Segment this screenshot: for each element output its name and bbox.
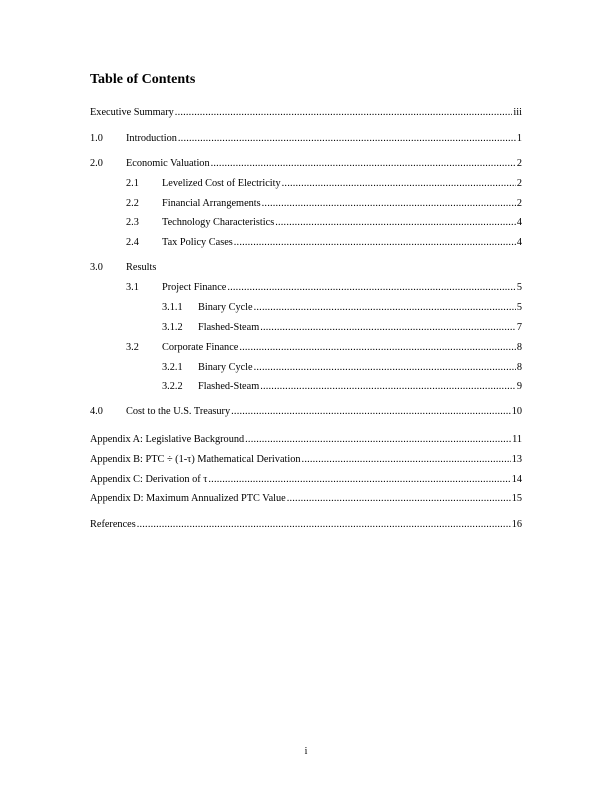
toc-entry-introduction[interactable] <box>90 132 522 146</box>
toc-leader <box>262 197 516 211</box>
toc-leader <box>245 433 511 447</box>
toc-leader <box>227 281 516 295</box>
toc-entry-pf-binary-cycle[interactable] <box>162 301 522 315</box>
toc-section-number: 3.2 <box>126 342 139 353</box>
toc-section-number: 3.2.1 <box>162 362 183 373</box>
toc-label: Project Finance <box>162 282 227 293</box>
toc-label: Binary Cycle <box>198 362 253 373</box>
toc-label: Introduction <box>126 133 177 144</box>
toc-section-number: 3.1.1 <box>162 302 183 313</box>
toc-section-number: 2.1 <box>126 178 139 189</box>
toc-section-number: 3.1.2 <box>162 322 183 333</box>
toc-leader <box>234 236 516 250</box>
toc-entry-tax-policy-cases[interactable] <box>126 236 522 250</box>
toc-leader <box>302 453 511 467</box>
toc-page-number: 15 <box>511 493 522 504</box>
toc-leader <box>254 301 516 315</box>
toc-entry-cost-to-treasury[interactable] <box>90 405 522 419</box>
toc-section-number: 2.3 <box>126 217 139 228</box>
toc-label: Appendix C: Derivation of τ <box>90 474 208 485</box>
toc-section-number: 2.4 <box>126 237 139 248</box>
toc-label: Economic Valuation <box>126 158 210 169</box>
toc-page-number: 9 <box>516 381 522 392</box>
toc-leader <box>260 380 516 394</box>
toc-page-number: 7 <box>516 322 522 333</box>
toc-label: Cost to the U.S. Treasury <box>126 406 231 417</box>
toc-leader <box>211 157 516 171</box>
toc-page-number: iii <box>513 107 522 118</box>
toc-entry-technology-characteristics[interactable] <box>126 216 522 230</box>
toc-section-number: 3.0 <box>90 262 103 273</box>
toc-section-number: 3.2.2 <box>162 381 183 392</box>
toc-page-number: 5 <box>516 282 522 293</box>
toc-page-number: 16 <box>511 519 522 530</box>
toc-label: Appendix B: PTC ÷ (1-τ) Mathematical Derivation <box>90 454 301 465</box>
toc-page-number: 2 <box>516 178 522 189</box>
toc-entry-levelized-cost[interactable] <box>126 177 522 191</box>
toc-entry-economic-valuation[interactable] <box>90 157 522 171</box>
toc-leader <box>275 216 516 230</box>
toc-page-number: 5 <box>516 302 522 313</box>
toc-entry-references[interactable] <box>90 518 522 532</box>
toc-entry-financial-arrangements[interactable] <box>126 197 522 211</box>
toc-label: Tax Policy Cases <box>162 237 233 248</box>
toc-entry-cf-binary-cycle[interactable] <box>162 361 522 375</box>
toc-leader <box>260 321 516 335</box>
toc-title: Table of Contents <box>90 72 196 87</box>
toc-entry-executive-summary[interactable] <box>90 106 522 120</box>
toc-leader <box>178 132 516 146</box>
toc-section-number: 1.0 <box>90 133 103 144</box>
toc-label: References <box>90 519 136 530</box>
toc-leader <box>239 341 516 355</box>
toc-page-number: 8 <box>516 342 522 353</box>
toc-page-number: 2 <box>516 198 522 209</box>
toc-page-number: 8 <box>516 362 522 373</box>
toc-page-number: 1 <box>516 133 522 144</box>
toc-section-number: 2.0 <box>90 158 103 169</box>
toc-label: Flashed-Steam <box>198 322 260 333</box>
toc-section-number: 2.2 <box>126 198 139 209</box>
toc-label: Results <box>126 262 157 273</box>
toc-entry-appendix-c[interactable] <box>90 473 522 487</box>
toc-entry-appendix-a[interactable] <box>90 433 522 447</box>
toc-leader <box>282 177 516 191</box>
toc-label: Executive Summary <box>90 107 174 118</box>
toc-leader <box>175 106 513 120</box>
toc-label: Binary Cycle <box>198 302 253 313</box>
toc-label: Corporate Finance <box>162 342 239 353</box>
toc-page-number: 11 <box>512 434 522 445</box>
toc-label: Levelized Cost of Electricity <box>162 178 281 189</box>
toc-label: Appendix A: Legislative Background <box>90 434 245 445</box>
page-number-footer: i <box>304 746 308 757</box>
toc-leader <box>231 405 511 419</box>
toc-leader <box>254 361 516 375</box>
toc-label: Flashed-Steam <box>198 381 260 392</box>
toc-entry-cf-flashed-steam[interactable] <box>162 380 522 394</box>
toc-page-number: 13 <box>511 454 522 465</box>
toc-leader <box>287 492 511 506</box>
toc-page-number: 4 <box>516 237 522 248</box>
toc-page-number: 14 <box>511 474 522 485</box>
toc-entry-appendix-d[interactable] <box>90 492 522 506</box>
toc-entry-appendix-b[interactable] <box>90 453 522 467</box>
toc-entry-corporate-finance[interactable] <box>126 341 522 355</box>
toc-label: Financial Arrangements <box>162 198 261 209</box>
toc-leader <box>208 473 510 487</box>
toc-entry-results[interactable] <box>90 261 522 275</box>
toc-label: Appendix D: Maximum Annualized PTC Value <box>90 493 286 504</box>
toc-entry-project-finance[interactable] <box>126 281 522 295</box>
toc-page-number: 2 <box>516 158 522 169</box>
toc-section-number: 3.1 <box>126 282 139 293</box>
toc-page-number: 4 <box>516 217 522 228</box>
toc-label: Technology Characteristics <box>162 217 275 228</box>
toc-entry-pf-flashed-steam[interactable] <box>162 321 522 335</box>
toc-leader <box>137 518 511 532</box>
toc-section-number: 4.0 <box>90 406 103 417</box>
toc-page-number: 10 <box>511 406 522 417</box>
